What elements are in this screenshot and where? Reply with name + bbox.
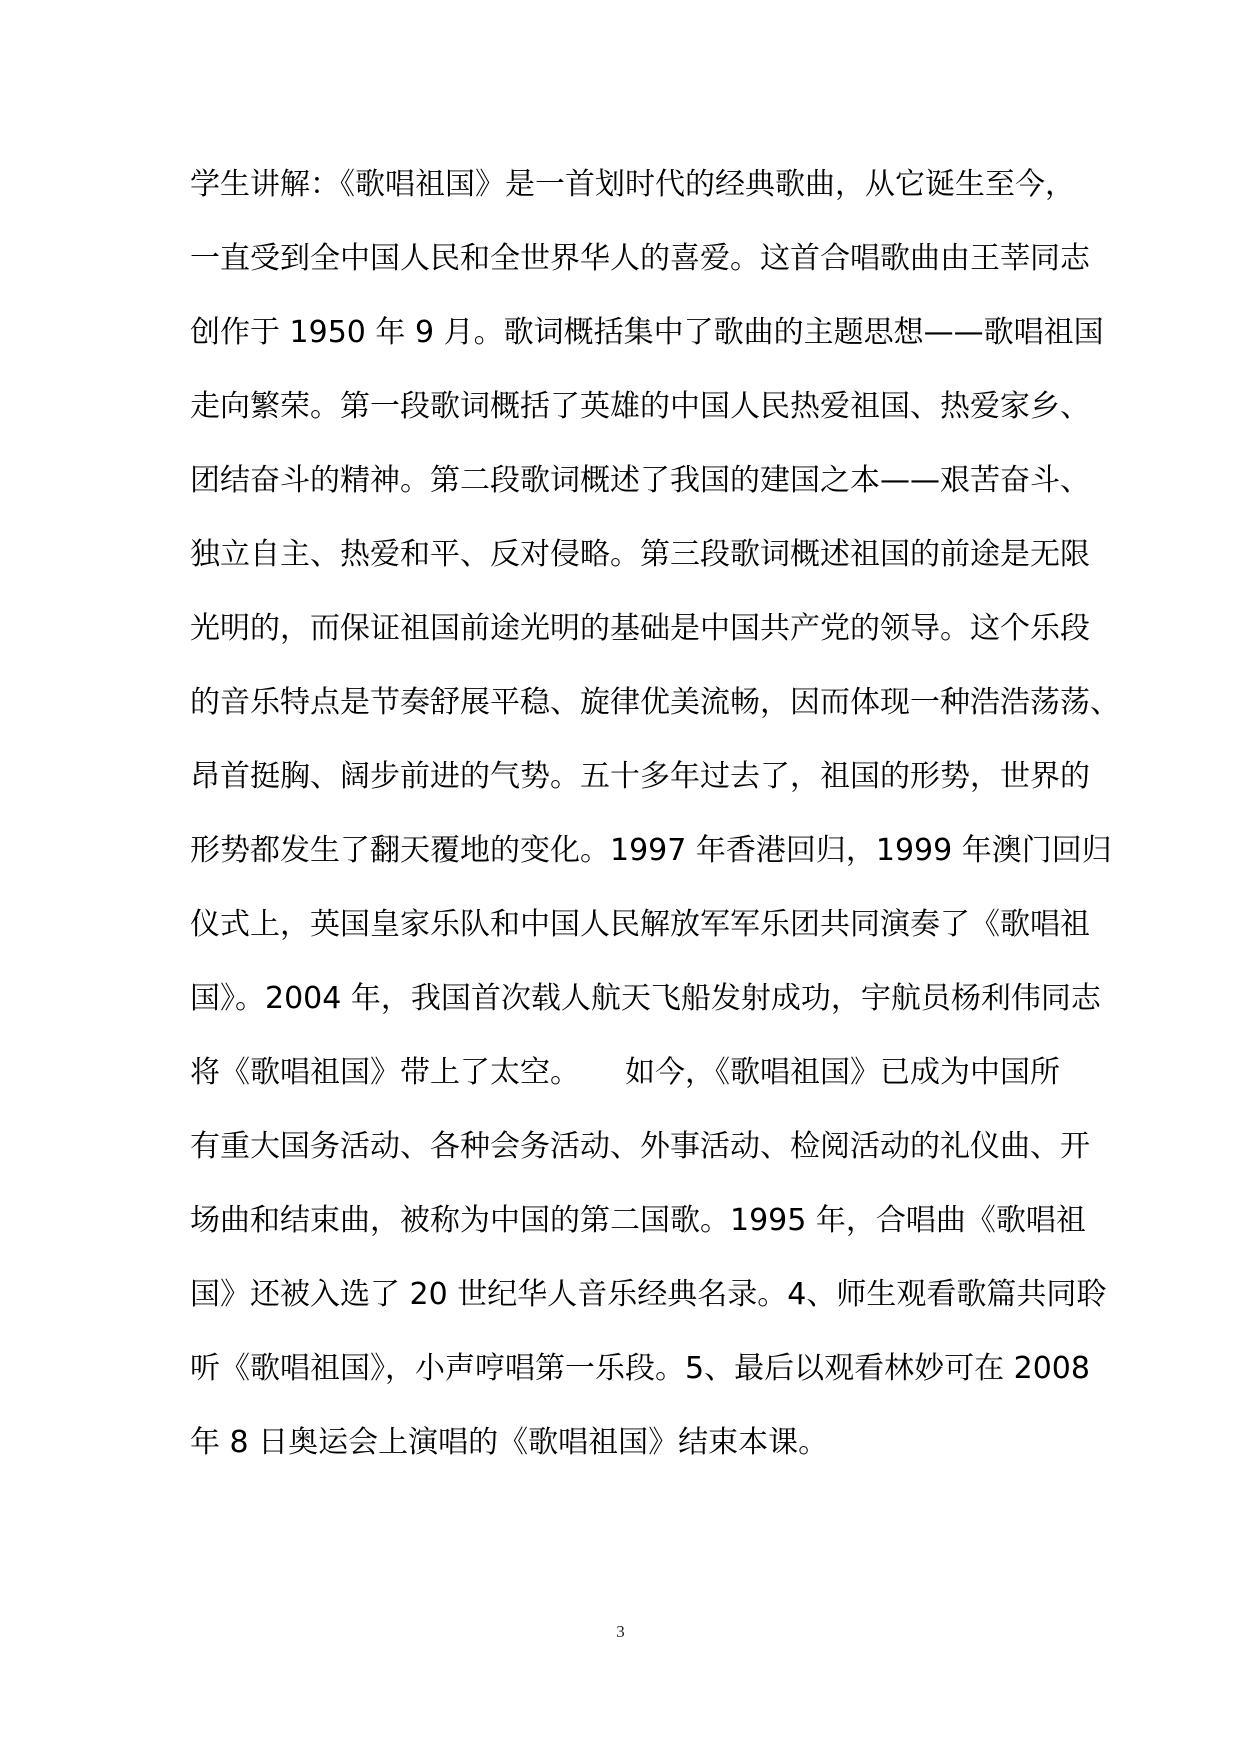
body-paragraph: [190, 148, 1120, 1480]
text-line: 国》。2004 年，我国首次载人航天飞船发射成功，宇航员杨利伟同志: [190, 981, 1101, 1016]
text-line: 的音乐特点是节奏舒展平稳、旋律优美流畅，因而体现一种浩浩荡荡、: [190, 685, 1120, 720]
page-number: 3: [616, 1622, 625, 1641]
text-line: 走向繁荣。第一段歌词概括了英雄的中国人民热爱祖国、热爱家乡、: [190, 389, 1090, 424]
text-line: 将《歌唱祖国》带上了太空。 如今，《歌唱祖国》已成为中国所: [190, 1055, 1060, 1090]
text-line: 形势都发生了翻天覆地的变化。1997 年香港回归，1999 年澳门回归: [190, 833, 1112, 868]
text-line: 场曲和结束曲，被称为中国的第二国歌。1995 年，合唱曲《歌唱祖: [190, 1203, 1086, 1238]
text-line: 一直受到全中国人民和全世界华人的喜爱。这首合唱歌曲由王莘同志: [190, 241, 1090, 276]
text-line: 光明的，而保证祖国前途光明的基础是中国共产党的领导。这个乐段: [190, 611, 1090, 646]
text-line: 仪式上，英国皇家乐队和中国人民解放军军乐团共同演奏了《歌唱祖: [190, 907, 1090, 942]
text-line: 学生讲解：《歌唱祖国》是一首划时代的经典歌曲，从它诞生至今，: [190, 167, 1075, 202]
text-line: 创作于 1950 年 9 月。歌词概括集中了歌曲的主题思想——歌唱祖国: [190, 315, 1104, 350]
text-line: 国》还被入选了 20 世纪华人音乐经典名录。4、师生观看歌篇共同聆: [190, 1277, 1107, 1312]
text-line: 年 8 日奥运会上演唱的《歌唱祖国》结束本课。: [190, 1425, 829, 1460]
text-line: 团结奋斗的精神。第二段歌词概述了我国的建国之本——艰苦奋斗、: [190, 463, 1090, 498]
text-line: 听《歌唱祖国》，小声哼唱第一乐段。5、最后以观看林妙可在 2008: [190, 1351, 1090, 1386]
text-line: 昂首挺胸、阔步前进的气势。五十多年过去了，祖国的形势，世界的: [190, 759, 1090, 794]
text-line: 独立自主、热爱和平、反对侵略。第三段歌词概述祖国的前途是无限: [190, 537, 1090, 572]
text-line: 有重大国务活动、各种会务活动、外事活动、检阅活动的礼仪曲、开: [190, 1129, 1090, 1164]
